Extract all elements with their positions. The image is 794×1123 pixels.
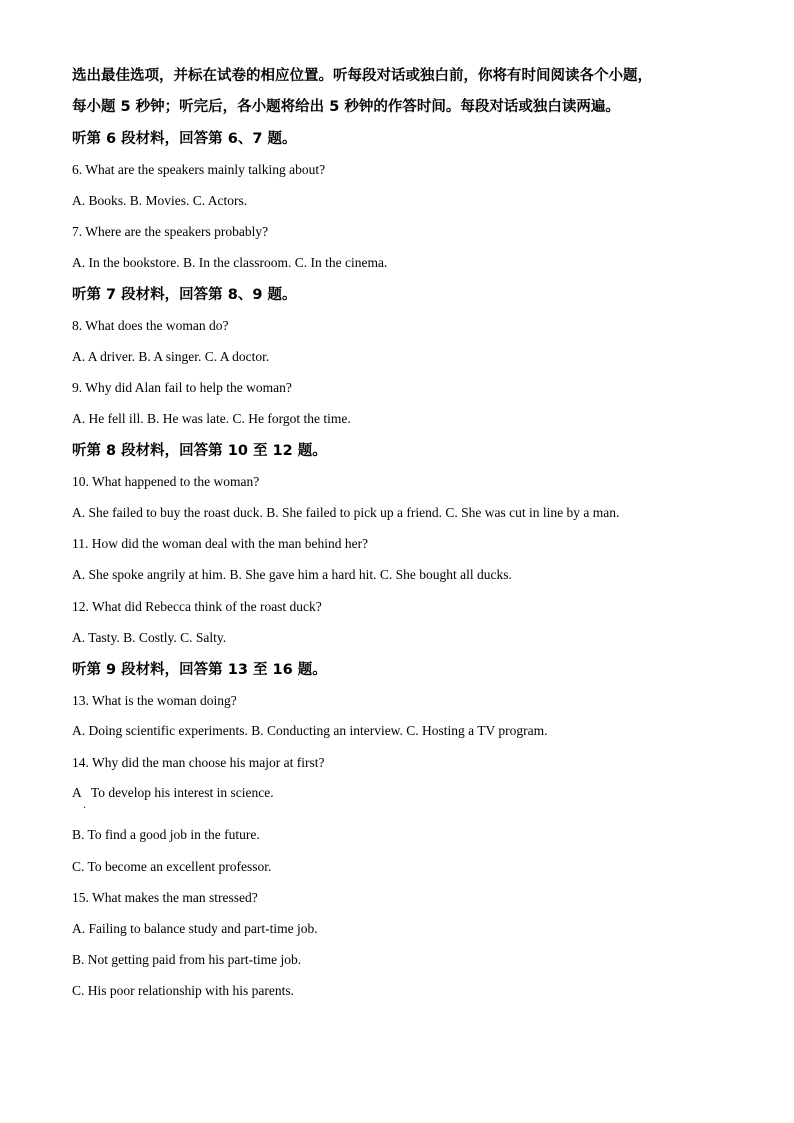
option-15c: C. His poor relationship with his parents. — [72, 983, 294, 998]
question-12: 12. What did Rebecca think of the roast duck? — [72, 599, 322, 614]
options-10: A. She failed to buy the roast duck. B. She failed to pick up a friend. C. She was cut in line by a man. — [72, 505, 620, 520]
option-14c: C. To become an excellent professor. — [72, 859, 272, 874]
question-7: 7. Where are the speakers probably? — [72, 224, 269, 239]
question-9: 9. Why did Alan fail to help the woman? — [72, 380, 292, 395]
option-15a: A. Failing to balance study and part-time job. — [72, 921, 318, 936]
options-6: A. Books. B. Movies. C. Actors. — [72, 193, 248, 208]
section-heading: 听第 6 段材料，回答第 6、7 题。 — [72, 131, 297, 147]
options-13: A. Doing scientific experiments. B. Conducting an interview. C. Hosting a TV program. — [72, 723, 548, 738]
instructions-line-1: 选出最佳选项，并标在试卷的相应位置。听每段对话或独白前，你将有时间阅读各个小题， — [72, 68, 652, 84]
stray-dot-mark: · — [83, 803, 87, 814]
instructions-line-2: 每小题 5 秒钟；听完后，各小题将给出 5 秒钟的作答时间。每段对话或独白读两遍。 — [72, 99, 620, 115]
section-heading: 听第 8 段材料，回答第 10 至 12 题。 — [72, 443, 327, 459]
options-8: A. A driver. B. A singer. C. A doctor. — [72, 349, 270, 364]
option-15b: B. Not getting paid from his part-time job. — [72, 952, 302, 967]
options-7: A. In the bookstore. B. In the classroom. C. In the cinema. — [72, 255, 388, 270]
question-14: 14. Why did the man choose his major at first? — [72, 755, 325, 770]
question-10: 10. What happened to the woman? — [72, 474, 260, 489]
question-11: 11. How did the woman deal with the man behind her? — [72, 536, 369, 551]
section-heading: 听第 7 段材料，回答第 8、9 题。 — [72, 287, 297, 303]
options-9: A. He fell ill. B. He was late. C. He forgot the time. — [72, 411, 351, 426]
option-14a: A To develop his interest in science. — [72, 785, 274, 800]
question-6: 6. What are the speakers mainly talking about? — [72, 162, 326, 177]
question-13: 13. What is the woman doing? — [72, 693, 237, 708]
section-heading: 听第 9 段材料，回答第 13 至 16 题。 — [72, 662, 327, 678]
question-8: 8. What does the woman do? — [72, 318, 229, 333]
options-11: A. She spoke angrily at him. B. She gave him a hard hit. C. She bought all ducks. — [72, 567, 512, 582]
question-15: 15. What makes the man stressed? — [72, 890, 258, 905]
options-12: A. Tasty. B. Costly. C. Salty. — [72, 630, 227, 645]
option-14b: B. To find a good job in the future. — [72, 827, 260, 842]
